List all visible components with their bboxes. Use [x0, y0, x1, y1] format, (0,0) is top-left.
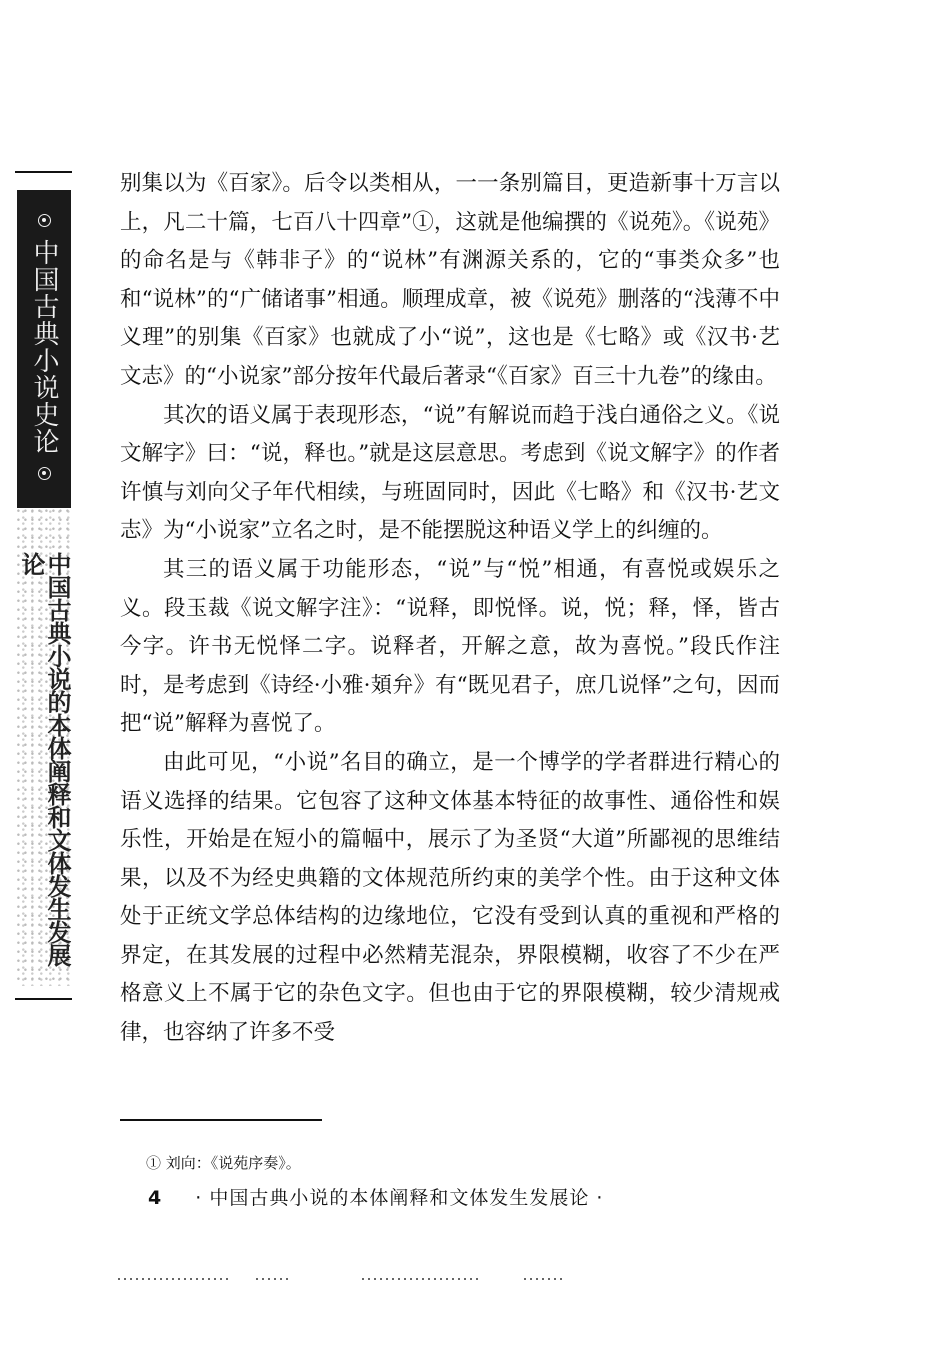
footnote: ① 刘向：《说苑序奏》。: [146, 1154, 301, 1172]
circle-dot-icon: [38, 467, 51, 480]
scan-speckle: [362, 1278, 480, 1280]
scan-speckle: [256, 1278, 292, 1280]
bottom-rule: [15, 998, 72, 1000]
scan-speckle: [524, 1278, 564, 1280]
paragraph-2: 其次的语义属于表现形态，“说”有解说而趋于浅白通俗之义。《说文解字》曰：“说，释也。”就是这层意思。考虑到《说文解字》的作者许慎与刘向父子年代相续，与班固同时，因此《七略》和《汉书·艺文志》为“小说家”立名之时，是不能摆脱这种语义学上的纠缠的。: [120, 402, 780, 544]
page-number: 4: [148, 1187, 162, 1209]
sidebar-title-block: [17, 190, 71, 508]
sidebar-vertical-title: 中国古典小说史论: [29, 239, 59, 455]
sidebar-spine-title: 中国古典小说的本体阐释和文体发生发展论: [17, 552, 71, 966]
paragraph-3: 其三的语义属于功能形态，“说”与“悦”相通，有喜悦或娱乐之义。段玉裁《说文解字注》：“说释，即悦怿。说，悦；释，怿，皆古今字。许书无悦怿二字。说释者，开解之意，故为喜悦。”段氏作注时，是考虑到《诗经·小雅·頍弁》有“既见君子，庶几说怿”之句，因而把“说”解释为喜悦了。: [120, 556, 780, 737]
sidebar-spine-block: [17, 508, 71, 986]
circle-dot-icon: [38, 214, 51, 227]
scan-speckle: [118, 1278, 230, 1280]
running-title: · 中国古典小说的本体阐释和文体发生发展论 ·: [195, 1187, 604, 1209]
page-footer: [148, 1183, 603, 1210]
body-text: [120, 165, 780, 1053]
top-rule: [15, 171, 72, 173]
paragraph-4: 由此可见，“小说”名目的确立，是一个博学的学者群进行精心的语义选择的结果。它包容了这种文体基本特征的故事性、通俗性和娱乐性，开始是在短小的篇幅中，展示了为圣贤“大道”所鄙视的思维结果，以及不为经史典籍的文体规范所约束的美学个性。由于这种文体处于正统文学总体结构的边缘地位，它没有受到认真的重视和严格的界定，在其发展的过程中必然精芜混杂，界限模糊，收容了不少在严格意义上不属于它的杂色文字。但也由于它的界限模糊，较少清规戒律，也容纳了许多不受: [120, 749, 780, 1046]
footnote-rule: [120, 1119, 322, 1121]
paragraph-1: 别集以为《百家》。后令以类相从，一一条别篇目，更造新事十万言以上，凡二十篇，七百八十四章”①，这就是他编撰的《说苑》。《说苑》的命名是与《韩非子》的“说林”有渊源关系的，它的“事类众多”也和“说林”的“广储诸事”相通。顺理成章，被《说苑》删落的“浅薄不中义理”的别集《百家》也就成了小“说”，这也是《七略》或《汉书·艺文志》的“小说家”部分按年代最后著录“《百家》百三十九卷”的缘由。: [120, 171, 780, 389]
